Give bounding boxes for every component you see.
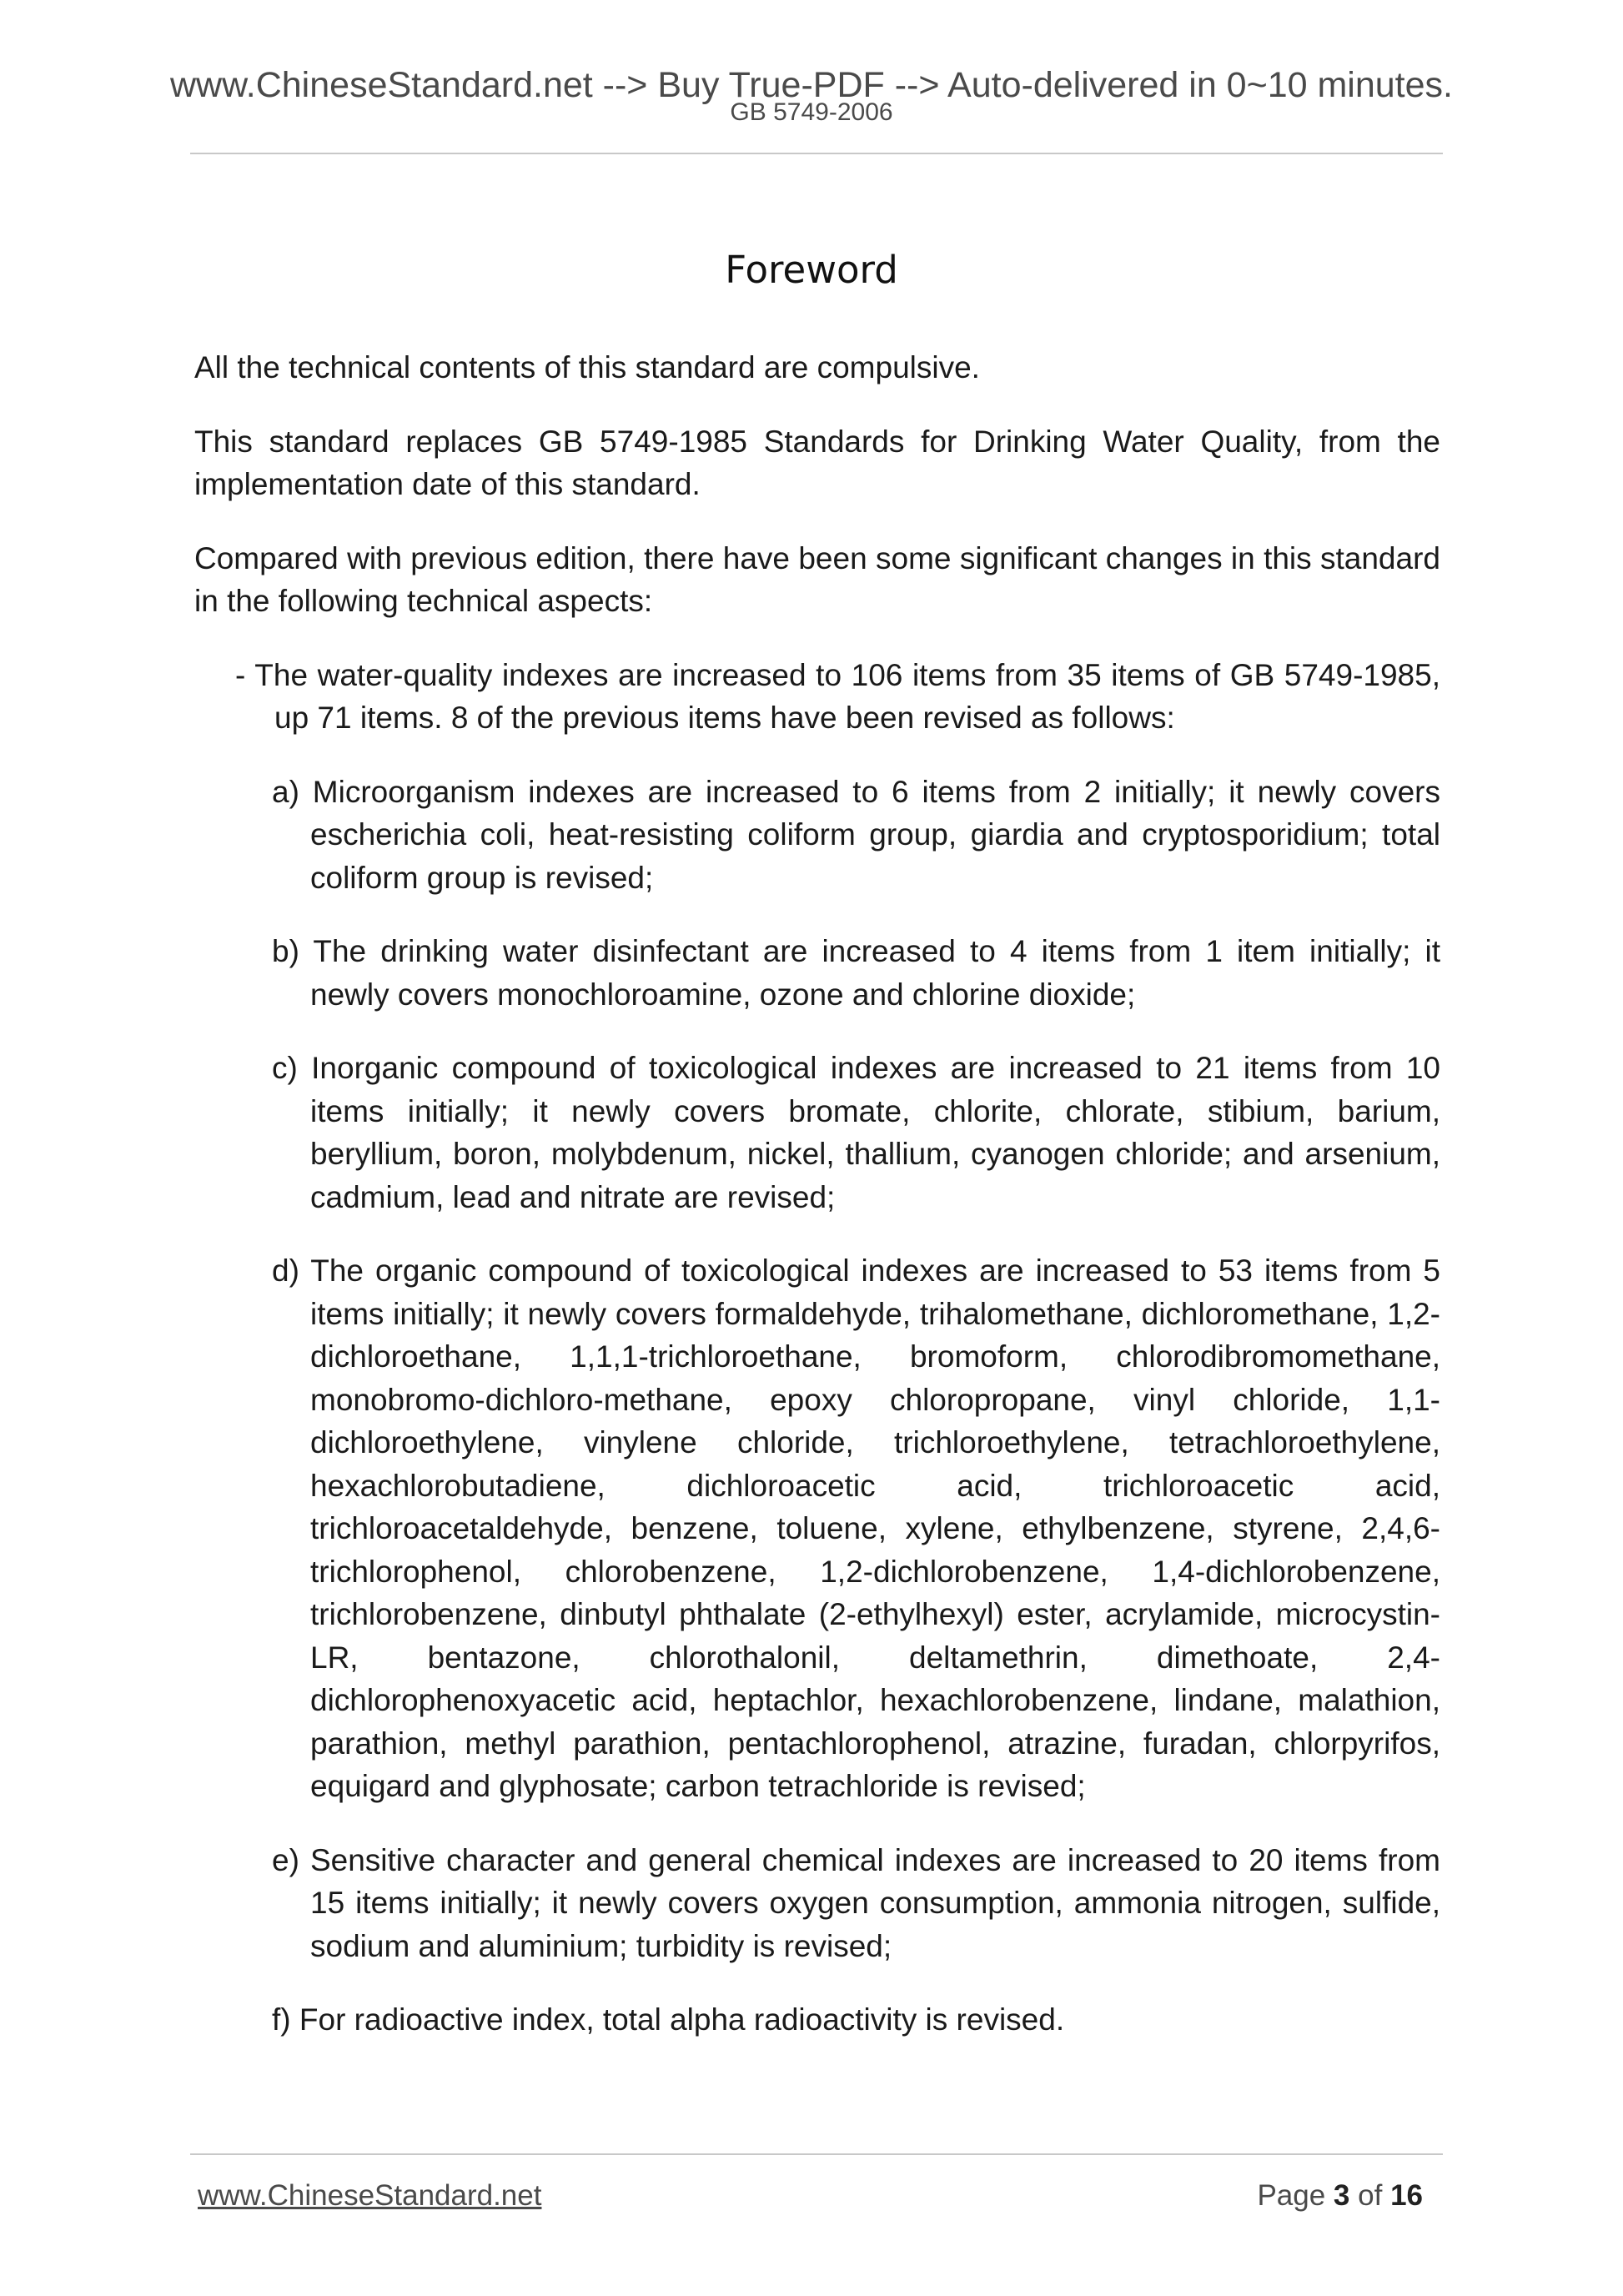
list-item-e — [194, 1839, 1440, 1968]
footer-divider — [190, 2153, 1443, 2155]
list-item-f — [194, 1998, 1440, 2042]
list-item-text: The water-quality indexes are increased to 106 items from 35 items of GB 5749-1985, up 71 items. 8 of the previous items have been revised as follows: — [254, 657, 1440, 735]
paragraph-changes: Compared with previous edition, there have been some significant changes in this standard in the following technical aspects: — [194, 540, 1440, 618]
list-item-d — [194, 1249, 1440, 1808]
paragraph-compulsive: All the technical contents of this standard are compulsive. — [194, 350, 980, 384]
list-item-text: Inorganic compound of toxicological indexes are increased to 21 items from 10 items initially; it newly covers bromate, chlorite, chlorate, stibium, barium, beryllium, boron, molybdenum, nickel, thallium, cyanogen chloride; and arsenium, cadmium, lead and nitrate are revised; — [310, 1051, 1441, 1214]
standard-code: GB 5749-2006 — [730, 98, 893, 126]
list-marker: b) — [272, 934, 299, 968]
list-marker: d) — [272, 1254, 299, 1288]
list-marker: - — [235, 657, 246, 692]
document-body — [194, 346, 1440, 2072]
list-item-text: Microorganism indexes are increased to 6 items from 2 initially; it newly covers escherichia coli, heat-resisting coliform group, giardia and cryptosporidium; total coliform group is revised; — [310, 774, 1440, 895]
list-marker: c) — [272, 1051, 298, 1085]
page-title: Foreword — [725, 248, 898, 292]
list-marker: a) — [272, 774, 299, 809]
list-item-b — [194, 930, 1440, 1016]
list-item-c — [194, 1047, 1440, 1218]
paragraph-replaces: This standard replaces GB 5749-1985 Standards for Drinking Water Quality, from the implementation date of this standard. — [194, 424, 1440, 501]
list-item-a — [194, 771, 1440, 900]
list-marker: e) — [272, 1842, 299, 1877]
header-divider — [190, 153, 1443, 154]
header-banner: www.ChineseStandard.net --> Buy True-PDF --> Auto-delivered in 0~10 minutes. — [169, 65, 1453, 105]
list-item-text: The drinking water disinfectant are increased to 4 items from 1 item initially; it newly covers monochloroamine, ozone and chlorine dioxide; — [310, 934, 1440, 1012]
page-of-label: of — [1358, 2179, 1383, 2212]
list-item-text: For radioactive index, total alpha radioactivity is revised. — [299, 2002, 1065, 2037]
footer-site-link[interactable]: www.ChineseStandard.net — [198, 2179, 542, 2212]
list-item-text: The organic compound of toxicological indexes are increased to 53 items from 5 items initially; it newly covers formaldehyde, trihalomethane, dichloromethane, 1,2-dichloroethane, 1,1,1-trichloroethane, bromoform, chlorodibromomethane, monobromo-dichloro-methane, epoxy chloropropane, vinyl chloride, 1,1-dichloroethylene, vinylene chloride, trichloroethylene, tetrachloroethylene, hexachlorobutadiene, dichloroacetic acid, trichloroacetic acid, trichloroacetaldehyde, benzene, toluene, xylene, ethylbenzene, styrene, 2,4,6-trichlorophenol, chlorobenzene, 1,2-dichlorobenzene, 1,4-dichlorobenzene, trichlorobenzene, dinbutyl phthalate (2-ethylhexyl) ester, acrylamide, microcystin-LR, bentazone, chlorothalonil, deltamethrin, dimethoate, 2,4-dichlorophenoxyacetic acid, heptachlor, hexachlorobenzene, lindane, malathion, parathion, methyl parathion, pentachlorophenol, atrazine, furadan, chlorpyrifos, equigard and glyphosate; carbon tetrachloride is revised; — [310, 1254, 1440, 1803]
list-marker: f) — [272, 2002, 291, 2037]
page-total: 16 — [1390, 2179, 1423, 2212]
page-indicator — [1257, 2179, 1423, 2213]
page-label: Page — [1257, 2179, 1326, 2212]
page-current: 3 — [1333, 2179, 1350, 2212]
list-item-text: Sensitive character and general chemical indexes are increased to 20 items from 15 items initially; it newly covers oxygen consumption, ammonia nitrogen, sulfide, sodium and aluminium; turbidity is revised; — [309, 1842, 1440, 1963]
list-item-dash — [194, 654, 1440, 740]
